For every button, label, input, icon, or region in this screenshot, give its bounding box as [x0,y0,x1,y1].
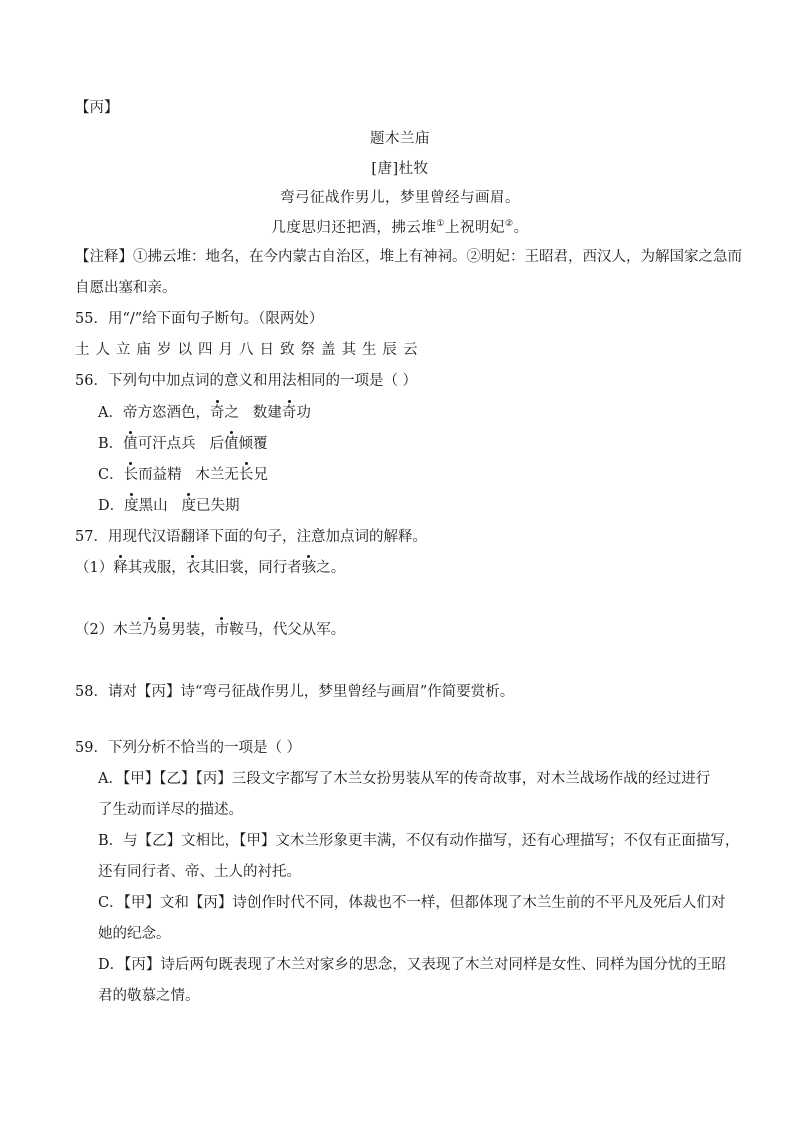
question-57-sentence-2 [75,620,345,640]
question-59-option-c-line-1: C．【甲】文和【丙】诗创作时代不同，体裁也不一样，但都体现了木兰生前的不平凡及死后人们对 [98,895,726,911]
option-label: B． [98,436,124,452]
poem-line-1: 弯弓征战作男儿，梦里曾经与画眉。 [280,190,520,206]
question-59-option-a-line-2: 了生动而详尽的描述。 [98,802,243,818]
note-line-1: 【注释】①拂云堆：地名，在今内蒙古自治区，堆上有神祠。②明妃：王昭君，西汉人，为解国家之急而 [75,249,742,265]
dotted-word: 市 [214,622,230,638]
poem-line-2-part: 。 [513,220,529,236]
sentence-label: （1） [75,560,114,576]
option-text: 帝方恣酒色， [122,405,210,421]
dotted-word: 衣 [185,560,201,576]
question-56-option-d [98,496,239,516]
sentence-text: 之。 [316,560,346,576]
dotted-word: 值 [223,436,239,452]
dotted-word: 长 [123,467,139,483]
dotted-word: 乃 [142,622,157,638]
option-text: 可汗点兵 后 [137,436,224,452]
option-text: 功 [296,405,311,421]
dotted-word: 度 [124,498,139,514]
question-59-option-c-line-2: 她的纪念。 [98,926,171,942]
question-58-prompt: 58．请对【丙】诗“弯弓征战作男儿，梦里曾经与画眉”作简要赏析。 [75,684,515,700]
question-59-prompt: 59．下列分析不恰当的一项是（ ） [75,740,302,756]
question-59-option-b-line-1: B．与【乙】文相比，【甲】文木兰形象更丰满，不仅有动作描写，还有心理描写；不仅有正面描写， [98,833,740,849]
option-label: D． [98,498,125,514]
question-56-prompt: 56．下列句中加点词的意义和用法相同的一项是（ ） [75,373,418,389]
section-label: 【丙】 [75,100,119,116]
dotted-word: 释 [113,560,128,576]
question-59-option-d-line-2: 君的敬慕之情。 [98,988,200,1004]
question-57-prompt: 57．用现代汉语翻译下面的句子，注意加点词的解释。 [75,529,427,545]
option-label: A． [98,405,123,421]
option-text: 兄 [253,467,268,483]
dotted-word: 度 [181,498,196,514]
dotted-word: 奇 [209,405,225,421]
dotted-word: 长 [238,467,254,483]
dotted-word: 易 [156,622,172,638]
poem-line-2-part: 几度思归还把酒，拂云堆 [271,220,437,236]
sentence-text: 男装， [171,622,215,638]
question-55-sentence: 土人立庙岁以四月八日致祭盖其生辰云 [75,342,424,358]
sentence-text: 鞍马，代父从军。 [229,622,346,638]
dotted-word: 值 [123,436,138,452]
question-56-option-b [98,434,267,454]
dotted-word: 骇 [301,560,317,576]
sentence-label: （2）木兰 [75,622,143,638]
footnote-mark: ① [436,219,445,230]
option-text: 黑山 [138,498,182,514]
option-text: 已失期 [195,498,240,514]
question-57-sentence-1 [75,558,345,578]
dotted-word: 奇 [281,405,297,421]
poem-line-2-part: 上祝明妃 [445,220,505,236]
question-56-option-a [98,403,311,423]
question-56-option-c [98,465,268,485]
option-label: C． [98,467,124,483]
option-text: 倾覆 [238,436,268,452]
question-59-option-b-line-2: 还有同行者、帝、土人的衬托。 [98,864,301,880]
poem-title: 题木兰庙 [370,131,430,147]
sentence-text: 其旧裳，同行者 [200,560,302,576]
option-text: 而益精 木兰无 [138,467,239,483]
question-59-option-a-line-1: A．【甲】【乙】【丙】三段文字都写了木兰女扮男装从军的传奇故事，对木兰战场作战的经过进行 [98,771,711,787]
sentence-text: 其戎服， [127,560,186,576]
footnote-mark: ② [505,219,514,230]
question-55-prompt: 55．用“/”给下面句子断句。（限两处） [75,311,324,327]
poem-author: [唐]杜牧 [371,161,429,177]
question-59-option-d-line-1: D．【丙】诗后两句既表现了木兰对家乡的思念，又表现了木兰对同样是女性、同样为国分忧的王昭 [98,957,726,973]
option-text: 之 数建 [224,405,282,421]
note-line-2: 自愿出塞和亲。 [75,280,177,296]
poem-line-2 [0,218,800,238]
